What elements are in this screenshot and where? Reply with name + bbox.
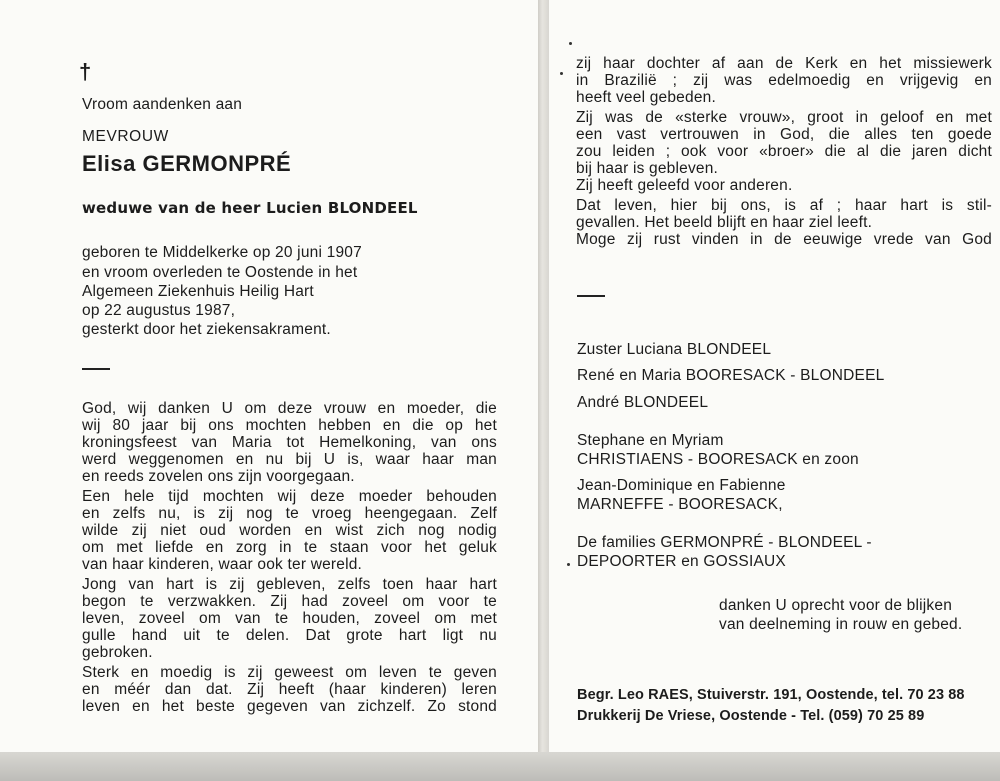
birth-line: gesterkt door het ziekensakrament. — [82, 321, 331, 338]
printer-line: Drukkerij De Vriese, Oostende - Tel. (059) 70 25 89 — [577, 708, 925, 724]
text-line: Zij heeft geleefd voor anderen. — [576, 177, 793, 194]
text-line: gebroken. — [82, 644, 153, 661]
separator-rule — [82, 368, 110, 370]
deceased-name: Elisa GERMONPRÉ — [82, 151, 292, 176]
thanks-line: van deelneming in rouw en gebed. — [719, 616, 963, 633]
thanks-line: danken U oprecht voor de blijken — [719, 597, 953, 614]
text-line: in Brazilië ; zij was edelmoedig en vrijgevig en — [576, 72, 992, 89]
speck — [569, 42, 572, 45]
text-line: Sterk en moedig is zij geweest om leven te geven — [82, 664, 497, 681]
separator-rule — [577, 295, 605, 297]
memorial-line: Vroom aandenken aan — [82, 96, 243, 113]
speck — [560, 72, 563, 75]
family-member: Zuster Luciana BLONDEEL — [577, 341, 772, 358]
text-line: wij 80 jaar bij ons mochten hebben en die op het — [82, 417, 497, 434]
text-line: bij haar is gebleven. — [576, 160, 719, 177]
birth-line: geboren te Middelkerke op 20 juni 1907 — [82, 244, 362, 261]
tribute-text-left — [82, 400, 497, 715]
text-line: heeft veel gebeden. — [576, 89, 716, 106]
undertaker-line: Begr. Leo RAES, Stuiverstr. 191, Oostende, tel. 70 23 88 — [577, 687, 965, 703]
text-line: kroningsfeest van Maria tot Hemelkoning, van ons — [82, 434, 497, 451]
text-line: zij haar dochter af aan de Kerk en het missiewerk — [576, 55, 992, 72]
text-line: om met liefde en zorg in te staan voor het geluk — [82, 539, 497, 556]
birth-line: op 22 augustus 1987, — [82, 302, 236, 319]
text-line: begon te verzwakken. Zij had zoveel om voor te — [82, 593, 497, 610]
text-line: leven, zoveel om van te houden, zoveel om met — [82, 610, 497, 627]
text-line: God, wij danken U om deze vrouw en moeder, die — [82, 400, 497, 417]
text-line: gevallen. Het beeld blijft en haar ziel leeft. — [576, 214, 873, 231]
scan-edge — [0, 752, 1000, 781]
text-line: wilde zij niet oud worden en wist zich nog nodig — [82, 522, 497, 539]
tribute-text-right — [576, 55, 992, 248]
family-member: CHRISTIAENS - BOORESACK en zoon — [577, 451, 859, 468]
birth-line: en vroom overleden te Oostende in het — [82, 264, 358, 281]
family-member: DEPOORTER en GOSSIAUX — [577, 553, 786, 570]
family-member: Stephane en Myriam — [577, 432, 724, 449]
family-member: Jean-Dominique en Fabienne — [577, 477, 786, 494]
family-member: MARNEFFE - BOORESACK, — [577, 496, 783, 513]
text-line: zou leiden ; ook voor «broer» die al die jaren dicht — [576, 143, 992, 160]
text-line: gulle hand uit te delen. Dat grote hart ligt nu — [82, 627, 497, 644]
text-line: Zij was de «sterke vrouw», groot in geloof en met — [576, 109, 992, 126]
cross-symbol: † — [79, 59, 92, 84]
text-line: een vast vertrouwen in God, die alles ten goede — [576, 126, 992, 143]
widow-of-line: weduwe van de heer Lucien BLONDEEL — [82, 199, 418, 217]
card-fold — [538, 0, 549, 781]
text-line: Jong van hart is zij gebleven, zelfs toen haar hart — [82, 576, 497, 593]
family-member: André BLONDEEL — [577, 394, 709, 411]
text-line: en reeds zovelen ons zijn voorgegaan. — [82, 468, 355, 485]
family-member: De families GERMONPRÉ - BLONDEEL - — [577, 534, 872, 551]
speck — [567, 563, 570, 566]
text-line: Dat leven, hier bij ons, is af ; haar hart is stil- — [576, 197, 992, 214]
text-line: werd weggenomen en nu bij U is, waar haar man — [82, 451, 497, 468]
family-member: René en Maria BOORESACK - BLONDEEL — [577, 367, 885, 384]
text-line: leven en het beste gegeven van zichzelf. Zo stond — [82, 698, 497, 715]
text-line: Een hele tijd mochten wij deze moeder behouden — [82, 488, 497, 505]
text-line: en méér dan dat. Zij heeft (haar kinderen) leren — [82, 681, 497, 698]
title-mevrouw: MEVROUW — [82, 128, 169, 145]
birth-line: Algemeen Ziekenhuis Heilig Hart — [82, 283, 314, 300]
text-line: Moge zij rust vinden in de eeuwige vrede van God — [576, 231, 992, 248]
text-line: en zelfs nu, is zij nog te vroeg heengegaan. Zelf — [82, 505, 497, 522]
text-line: van haar kinderen, waar ook ter wereld. — [82, 556, 363, 573]
